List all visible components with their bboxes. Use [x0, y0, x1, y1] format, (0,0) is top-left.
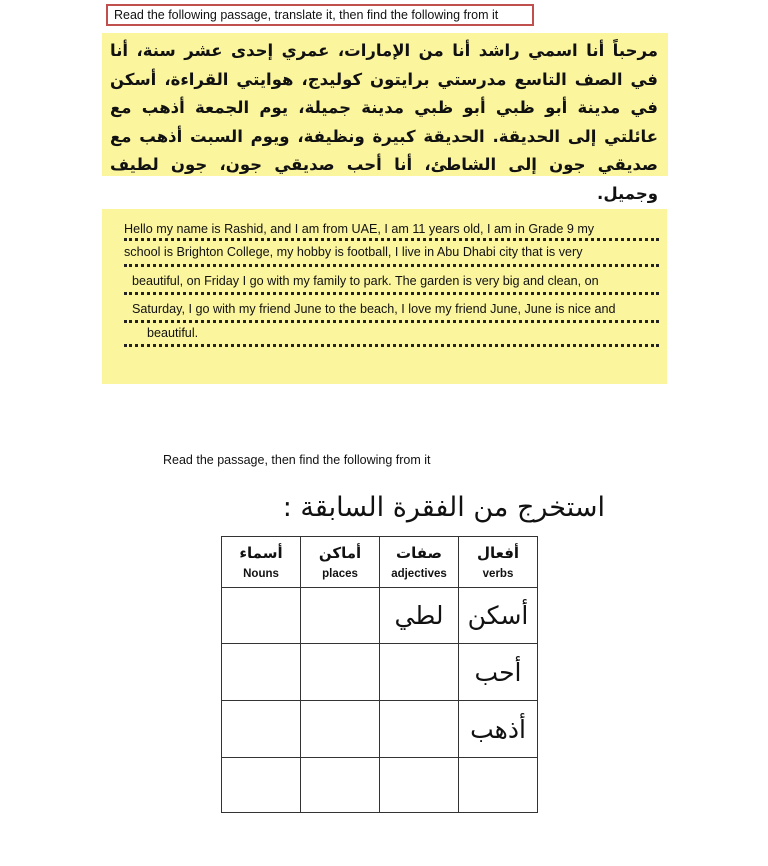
english-line-1: Hello my name is Rashid, and I am from UAE, I am 11 years old, I am in Grade 9 my — [124, 222, 595, 236]
table-row — [222, 758, 538, 813]
table-cell — [459, 644, 538, 701]
table-cell — [301, 644, 380, 701]
header-places — [301, 537, 380, 588]
table-row — [222, 588, 538, 644]
dotted-line — [124, 261, 659, 267]
instruction-text: Read the following passage, translate it, then find the following from it — [114, 8, 499, 22]
dotted-line — [124, 289, 659, 295]
table-cell — [380, 701, 459, 758]
header-ar: أسماء — [239, 543, 283, 562]
extract-title: استخرج من الفقرة السابقة : — [282, 492, 605, 523]
table-row — [222, 644, 538, 701]
dotted-line — [124, 341, 659, 347]
header-nouns — [222, 537, 301, 588]
dotted-line — [124, 235, 659, 241]
header-adjectives — [380, 537, 459, 588]
table-cell — [301, 588, 380, 644]
table-header-row — [222, 537, 538, 588]
table-cell — [301, 701, 380, 758]
arabic-passage-box — [102, 33, 668, 203]
english-translation-box — [102, 209, 667, 384]
header-en: adjectives — [391, 567, 447, 580]
header-ar: صفات — [396, 543, 442, 562]
header-en: places — [322, 567, 358, 580]
header-ar: أماكن — [318, 543, 362, 562]
question-text: Read the passage, then find the following from it — [163, 453, 431, 467]
header-en: verbs — [482, 567, 514, 580]
table-cell — [380, 644, 459, 701]
cell-text: لطي — [394, 601, 444, 630]
header-en: Nouns — [243, 567, 279, 580]
table-cell — [380, 588, 459, 644]
table-cell — [459, 758, 538, 813]
english-line-2: school is Brighton College, my hobby is football, I live in Abu Dhabi city that is very — [124, 245, 583, 259]
english-line-4: Saturday, I go with my friend June to the beach, I love my friend June, June is nice and — [132, 302, 616, 316]
dotted-line — [124, 317, 659, 323]
table-cell — [459, 588, 538, 644]
table-row — [222, 701, 538, 758]
table-cell — [222, 758, 301, 813]
header-ar: أفعال — [476, 543, 520, 562]
english-line-5: beautiful. — [147, 326, 199, 340]
table-cell — [222, 644, 301, 701]
header-verbs — [459, 537, 538, 588]
cell-text: أحب — [474, 657, 522, 687]
cell-text: أذهب — [470, 714, 526, 744]
arabic-passage: مرحباً أنا اسمي راشد أنا من الإمارات، عمري إحدى عشر سنة، أنا في الصف التاسع مدرستي برايتون كوليدج، هوايتي القراءة، أسكن في مدينة أبو ظبي أبو ظبي مدينة جميلة، يوم الجمعة أذهب مع عائلتي إلى الحديقة. الحديقة كبيرة ونظيفة، ويوم السبت أذهب مع صديقي جون إلى الشاطئ، أنا أحب صديقي جون، جون لطيف وجميل. — [110, 41, 658, 203]
table-cell — [380, 758, 459, 813]
table-cell — [301, 758, 380, 813]
cell-text: أسكن — [467, 601, 529, 630]
table-cell — [459, 701, 538, 758]
table-cell — [222, 701, 301, 758]
instruction-box — [106, 4, 534, 26]
table-cell — [222, 588, 301, 644]
english-line-3: beautiful, on Friday I go with my family to park. The garden is very big and clean, on — [132, 274, 599, 288]
extraction-table — [221, 536, 538, 813]
